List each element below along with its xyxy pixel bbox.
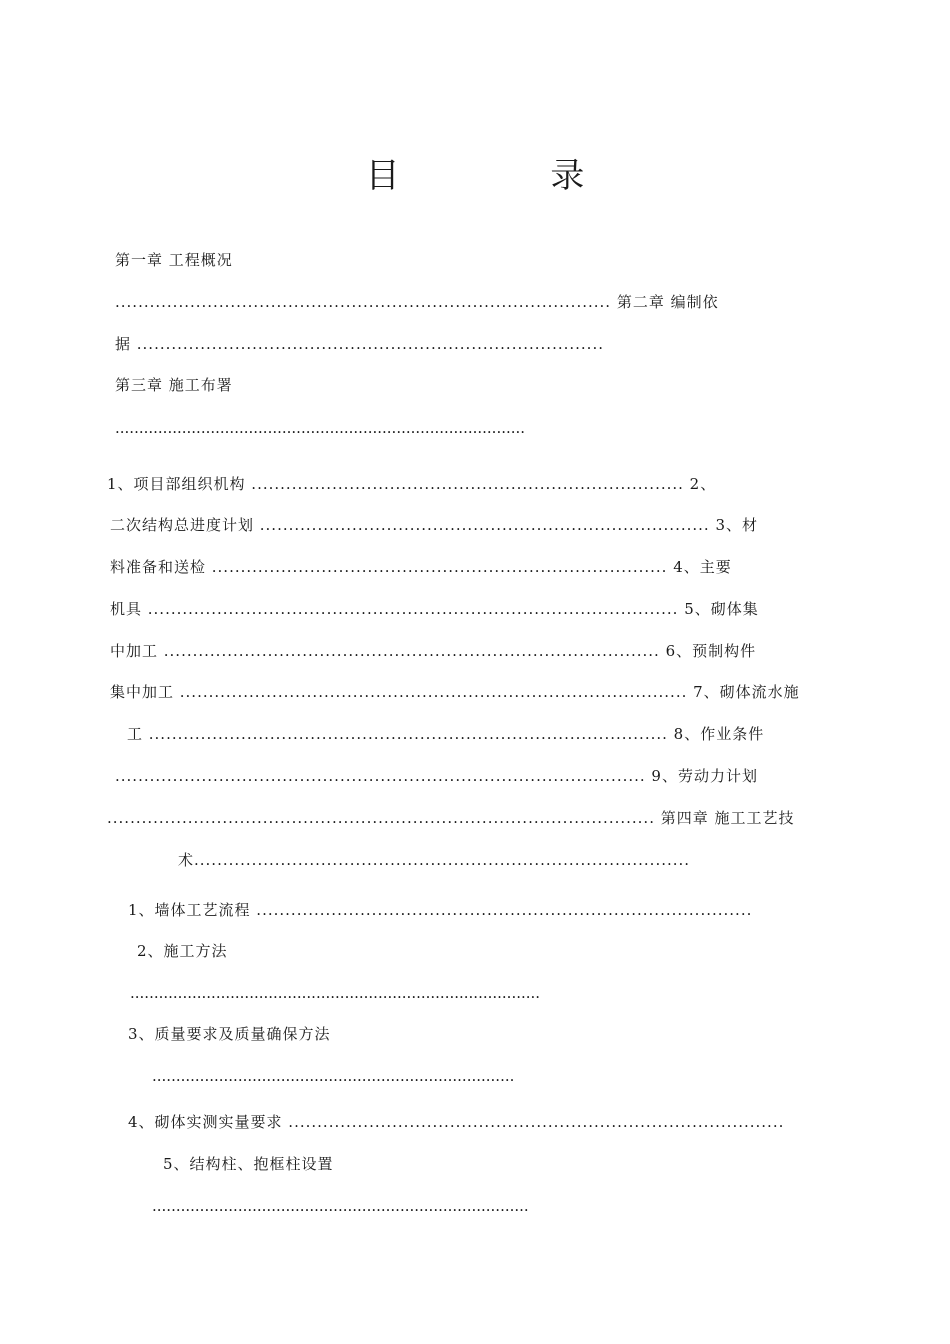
toc-entry: 中加工 ...................................................................................... 6、预制构件 bbox=[110, 642, 757, 660]
toc-entry: ...................................................................................... 第二章 编制依 bbox=[115, 293, 719, 311]
toc-leader: ............................................................................... bbox=[152, 1197, 529, 1215]
toc-entry: 第三章 施工布署 bbox=[115, 376, 233, 394]
toc-entry: 术...................................................................................... bbox=[178, 851, 691, 869]
toc-entry: 4、砌体实测实量要求 ...................................................................................... bbox=[128, 1113, 785, 1131]
page-title: 目 录 bbox=[365, 156, 655, 196]
toc-entry: 料准备和送检 ............................................................................... 4、主要 bbox=[110, 558, 732, 576]
toc-entry: ............................................................................................... 第四章 施工工艺技 bbox=[107, 809, 795, 827]
toc-entry: 集中加工 ........................................................................................ 7、砌体流水施 bbox=[110, 683, 800, 701]
toc-entry: 第一章 工程概况 bbox=[115, 251, 233, 269]
toc-leader: ...................................................................................... bbox=[130, 984, 541, 1002]
toc-entry: 5、结构柱、抱框柱设置 bbox=[163, 1155, 334, 1173]
toc-entry: 工 .......................................................................................... 8、作业条件 bbox=[127, 725, 765, 743]
toc-entry: 机具 ............................................................................................ 5、砌体集 bbox=[110, 600, 759, 618]
toc-leader: ...................................................................................... bbox=[115, 419, 526, 437]
toc-entry: 二次结构总进度计划 .............................................................................. 3、材 bbox=[110, 516, 758, 534]
toc-entry: ............................................................................................ 9、劳动力计划 bbox=[115, 767, 758, 785]
toc-entry: 1、项目部组织机构 ........................................................................... 2、 bbox=[107, 475, 717, 493]
toc-entry: 3、质量要求及质量确保方法 bbox=[128, 1025, 331, 1043]
toc-entry: 1、墙体工艺流程 ...................................................................................... bbox=[128, 901, 753, 919]
toc-entry: 据 ................................................................................. bbox=[115, 335, 604, 353]
toc-leader: ............................................................................ bbox=[152, 1067, 515, 1085]
toc-entry: 2、施工方法 bbox=[137, 942, 228, 960]
